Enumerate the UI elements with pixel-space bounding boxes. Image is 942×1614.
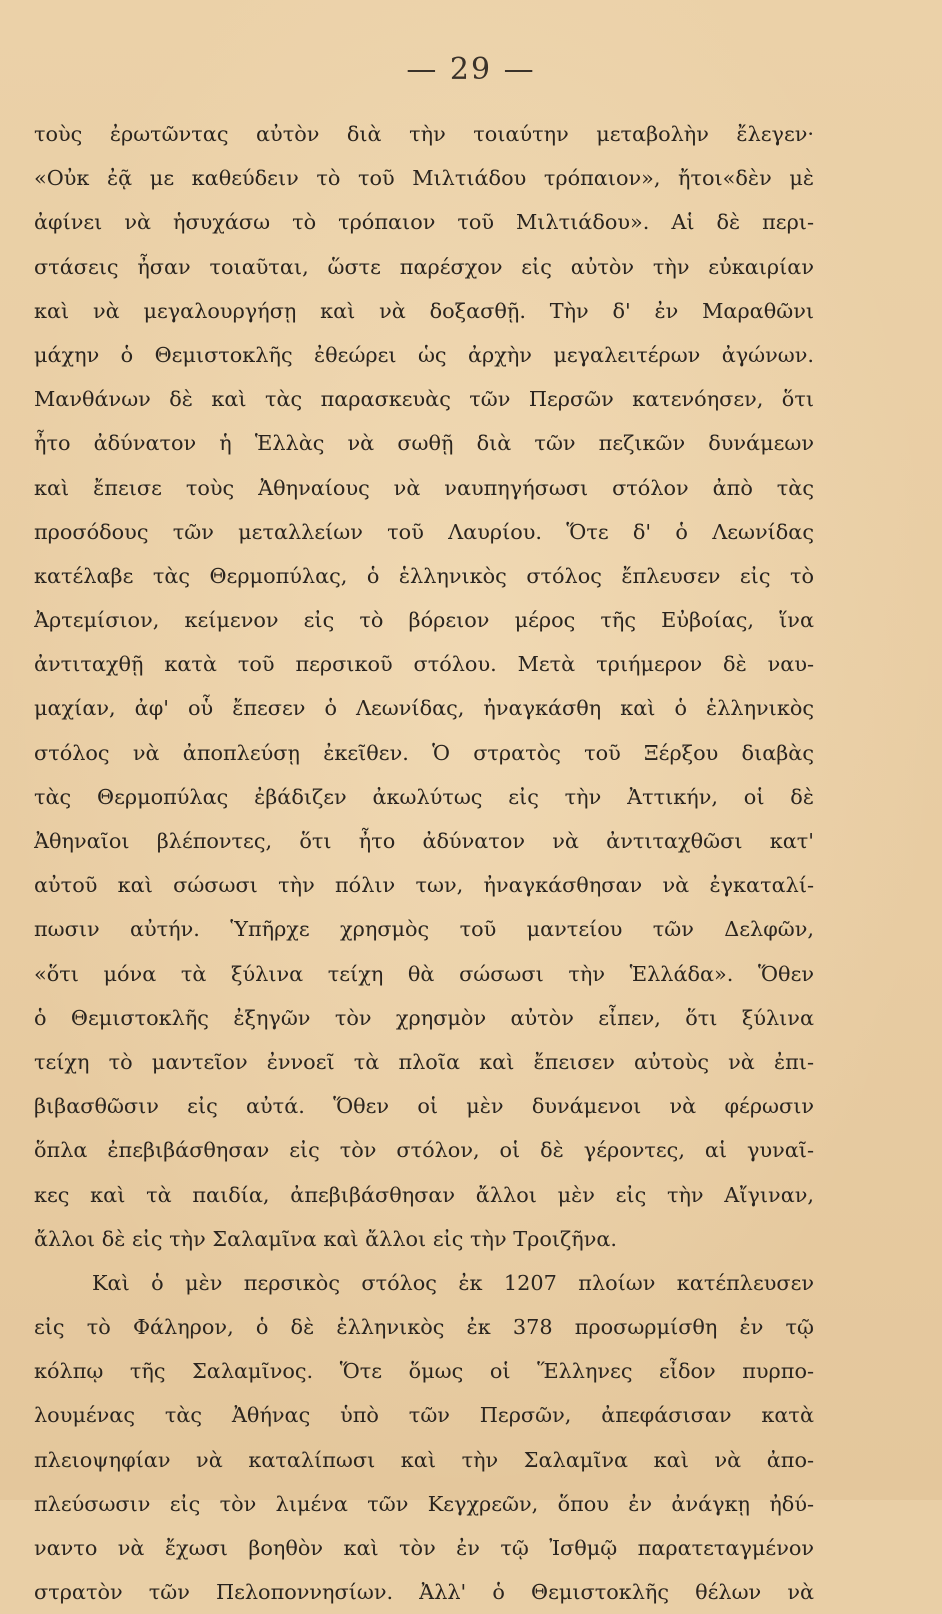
- text-line: κες καὶ τὰ παιδία, ἀπεβιβάσθησαν ἄλλοι μὲν εἰς τὴν Αἴγιναν,: [34, 1182, 814, 1207]
- text-line: «ὅτι μόνα τὰ ξύλινα τείχη θὰ σώσωσι τὴν Ἑλλάδα». Ὅθεν: [34, 961, 814, 986]
- text-line: κατέλαβε τὰς Θερμοπύλας, ὁ ἑλληνικὸς στόλος ἔπλευσεν εἰς τὸ: [34, 563, 814, 588]
- text-line: τὰς Θερμοπύλας ἐβάδιζεν ἀκωλύτως εἰς τὴν Ἀττικήν, οἱ δὲ: [34, 784, 814, 809]
- text-line: τοὺς ἐρωτῶντας αὐτὸν διὰ τὴν τοιαύτην μεταβολὴν ἔλεγεν·: [34, 122, 814, 146]
- text-line: Καὶ ὁ μὲν περσικὸς στόλος ἐκ 1207 πλοίων κατέπλευσεν: [92, 1270, 814, 1295]
- text-line: ναντο νὰ ἔχωσι βοηθὸν καὶ τὸν ἐν τῷ Ἰσθμῷ παρατεταγμένον: [34, 1536, 814, 1560]
- text-line: Μανθάνων δὲ καὶ τὰς παρασκευὰς τῶν Περσῶν κατενόησεν, ὅτι: [34, 387, 814, 412]
- text-line: μάχην ὁ Θεμιστοκλῆς ἐθεώρει ὡς ἀρχὴν μεγαλειτέρων ἀγώνων.: [34, 342, 814, 367]
- text-line: «Οὐκ ἐᾷ με καθεύδειν τὸ τοῦ Μιλτιάδου τρόπαιον», ἤτοι«δὲν μὲ: [34, 166, 814, 191]
- page-number: — 29 —: [406, 52, 536, 87]
- text-line: μαχίαν, ἀφ' οὗ ἔπεσεν ὁ Λεωνίδας, ἠναγκάσθη καὶ ὁ ἑλληνικὸς: [34, 696, 814, 721]
- text-line: βιβασθῶσιν εἰς αὐτά. Ὅθεν οἱ μὲν δυνάμενοι νὰ φέρωσιν: [34, 1094, 814, 1119]
- text-line: προσόδους τῶν μεταλλείων τοῦ Λαυρίου. Ὅτε δ' ὁ Λεωνίδας: [34, 519, 814, 544]
- text-line: ὁ Θεμιστοκλῆς ἐξηγῶν τὸν χρησμὸν αὐτὸν εἶπεν, ὅτι ξύλινα: [34, 1005, 814, 1030]
- text-line: τείχη τὸ μαντεῖον ἐννοεῖ τὰ πλοῖα καὶ ἔπεισεν αὐτοὺς νὰ ἐπι-: [34, 1049, 814, 1074]
- text-line: πλειοψηφίαν νὰ καταλίπωσι καὶ τὴν Σαλαμῖνα καὶ νὰ ἀπο-: [34, 1447, 814, 1472]
- text-line: πλεύσωσιν εἰς τὸν λιμένα τῶν Κεγχρεῶν, ὅπου ἐν ἀνάγκῃ ἠδύ-: [34, 1491, 814, 1516]
- text-line: πωσιν αὐτήν. Ὑπῆρχε χρησμὸς τοῦ μαντείου τῶν Δελφῶν,: [34, 917, 814, 942]
- body-text: [34, 112, 814, 1614]
- text-line: αὐτοῦ καὶ σώσωσι τὴν πόλιν των, ἠναγκάσθησαν νὰ ἐγκαταλί-: [34, 873, 814, 898]
- text-line: εἰς τὸ Φάληρον, ὁ δὲ ἑλληνικὸς ἐκ 378 προσωρμίσθη ἐν τῷ: [34, 1315, 814, 1340]
- text-line: κόλπῳ τῆς Σαλαμῖνος. Ὅτε ὅμως οἱ Ἕλληνες εἶδον πυρπο-: [34, 1359, 814, 1384]
- text-line: στόλος νὰ ἀποπλεύσῃ ἐκεῖθεν. Ὁ στρατὸς τοῦ Ξέρξου διαβὰς: [34, 740, 814, 765]
- text-line: λουμένας τὰς Ἀθήνας ὑπὸ τῶν Περσῶν, ἀπεφάσισαν κατὰ: [34, 1403, 814, 1428]
- text-line: στρατὸν τῶν Πελοποννησίων. Ἀλλ' ὁ Θεμιστοκλῆς θέλων νὰ: [34, 1580, 814, 1605]
- text-line: Ἀθηναῖοι βλέποντες, ὅτι ἦτο ἀδύνατον νὰ ἀντιταχθῶσι κατ': [34, 829, 814, 853]
- text-line: καὶ ἔπεισε τοὺς Ἀθηναίους νὰ ναυπηγήσωσι στόλον ἀπὸ τὰς: [34, 475, 814, 500]
- text-line: ὅπλα ἐπεβιβάσθησαν εἰς τὸν στόλον, οἱ δὲ γέροντες, αἱ γυναῖ-: [34, 1138, 814, 1163]
- text-line: ἦτο ἀδύνατον ἡ Ἑλλὰς νὰ σωθῇ διὰ τῶν πεζικῶν δυνάμεων: [34, 431, 814, 456]
- text-line: ἀφίνει νὰ ἡσυχάσω τὸ τρόπαιον τοῦ Μιλτιάδου». Αἱ δὲ περι-: [34, 210, 814, 235]
- text-line: ἀντιταχθῇ κατὰ τοῦ περσικοῦ στόλου. Μετὰ τριήμερον δὲ ναυ-: [34, 652, 814, 677]
- text-line: καὶ νὰ μεγαλουργήσῃ καὶ νὰ δοξασθῇ. Τὴν δ' ἐν Μαραθῶνι: [34, 298, 814, 323]
- text-line: ἄλλοι δὲ εἰς τὴν Σαλαμῖνα καὶ ἄλλοι εἰς τὴν Τροιζῆνα.: [34, 1226, 618, 1251]
- text-line: στάσεις ἦσαν τοιαῦται, ὥστε παρέσχον εἰς αὐτὸν τὴν εὐκαιρίαν: [34, 254, 814, 279]
- text-line: Ἀρτεμίσιον, κείμενον εἰς τὸ βόρειον μέρος τῆς Εὐβοίας, ἵνα: [34, 608, 814, 633]
